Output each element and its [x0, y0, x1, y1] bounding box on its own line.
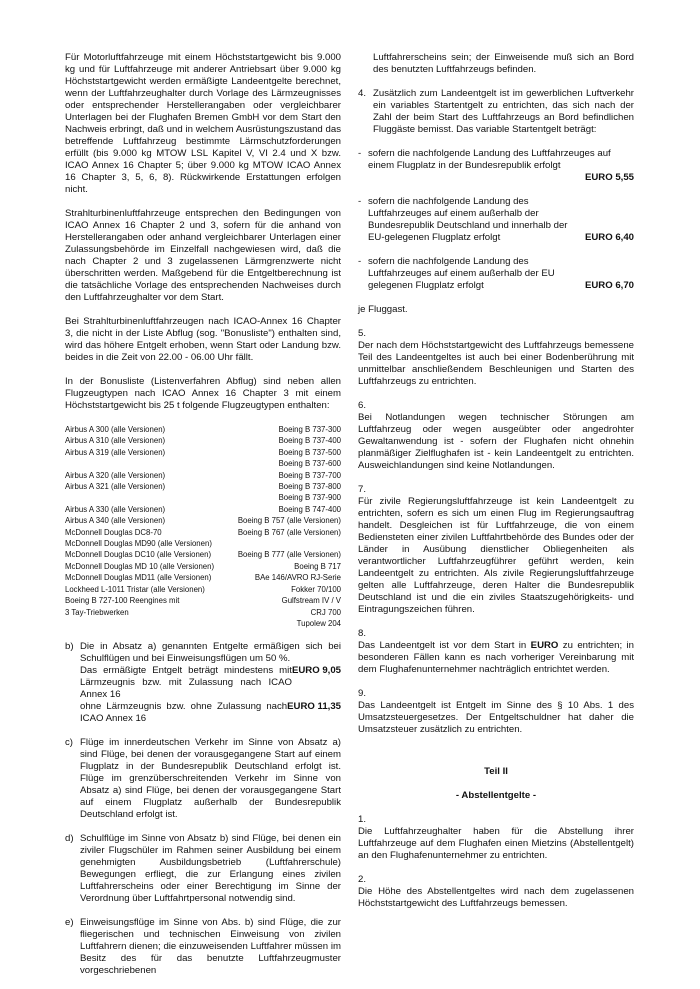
- fee-without-certificate-amount: EURO 11,35: [287, 701, 341, 713]
- aircraft-right: Boeing B 737-600: [278, 459, 341, 469]
- right-column: [358, 52, 634, 922]
- aircraft-row: [65, 538, 341, 549]
- variable-fee-germany-amount: EURO 5,55: [584, 172, 634, 183]
- aircraft-right: Tupolew 204: [296, 618, 341, 628]
- aircraft-left: [65, 492, 279, 503]
- aircraft-right: Boeing B 737-300: [278, 425, 341, 434]
- variable-fee-germany-text: sofern die nachfolgende Landung des Luftfahrzeuges auf einem Flugplatz in der Bundesrepublik erfolgt: [368, 148, 611, 171]
- aircraft-row: [65, 424, 341, 435]
- section-6-text: Bei Notlandungen wegen technischer Störungen am Luftfahrzeug oder wegen ausgeübter oder angedrohter Gewaltanwendung ist - sofern der Flughafen nicht ohnehin planmäßiger Zielflughafen ist - kein Landeentgelt zu entrichten. Ausweichlandungen sind keine Notlandungen.: [358, 412, 634, 471]
- section-7-number: 7.: [358, 484, 367, 495]
- aircraft-list: [65, 424, 341, 629]
- fee-with-certificate-text: Das ermäßigte Entgelt beträgt mindestens mit Lärmzeugnis bzw. mit Zulassung nach ICAO Annex 16: [80, 665, 292, 701]
- fee-without-certificate-text: ohne Lärmzeugnis bzw. ohne Zulassung nach ICAO Annex 16: [80, 701, 288, 725]
- aircraft-right: Fokker 70/100: [291, 584, 341, 594]
- section-5-text: Der nach dem Höchststartgewicht des Luftfahrzeugs bemessene Teil des Landeentgeltes ist auch bei einer Bodenberührung mit unmittelbar anschließendem Beschleunigen und Starten des Luftfahrzeugs zu entrichten.: [358, 340, 634, 387]
- aircraft-row: [65, 561, 341, 572]
- item-e-continued-text: Luftfahrerscheins sein; der Einweisende muß sich an Bord des benutzten Luftfahrzeugs befinden.: [373, 52, 634, 75]
- aircraft-left: Airbus A 321 (alle Versionen): [65, 482, 166, 492]
- aircraft-right: BAe 146/AVRO RJ-Serie: [254, 573, 341, 583]
- paragraph-jet-chapters: Strahlturbinenluftfahrzeuge entsprechen den Bedingungen von ICAO Annex 16 Chapter 2 und 3, sofern für die anhand von Herstellerangaben oder anhand vergleichbarer Unterlagen einer Zulassungsbehörde im Einzelfall nachgewiesen wird, daß die nach Chapter 2 und 3 zugelassenen Lärmgrenzwerte nicht überschritten werden. Maßgebend für die Entgeltberechnung ist die tatsächliche Vorlage des entsprechenden Nachweises durch den Luftfahrzeughalter vor dem Start.: [65, 208, 341, 303]
- item-4: [358, 88, 634, 136]
- fee-without-certificate: [80, 701, 341, 725]
- fee-with-certificate-amount: EURO 9,05: [291, 665, 341, 677]
- section-6-number: 6.: [358, 400, 367, 411]
- aircraft-row: [65, 584, 341, 595]
- aircraft-row: [65, 481, 341, 492]
- item-b-label: b): [65, 641, 74, 653]
- part-heading: Teil II: [484, 766, 508, 777]
- fee-with-certificate: [80, 665, 341, 701]
- aircraft-row: [65, 515, 341, 526]
- part-subheading: - Abstellentgelte -: [455, 790, 537, 801]
- aircraft-right: Boeing B 777 (alle Versionen): [237, 550, 341, 560]
- aircraft-row: [65, 618, 341, 629]
- section-9-number: 9.: [358, 688, 367, 699]
- variable-fee-non-eu-text: sofern die nachfolgende Landung des Luftfahrzeuges auf einem außerhalb der EU gelegenen Flugplatz erfolgt: [368, 256, 555, 291]
- aircraft-left: Airbus A 320 (alle Versionen): [65, 470, 166, 480]
- section-8-number: 8.: [358, 628, 367, 639]
- section-5-number: 5.: [358, 328, 367, 339]
- aircraft-row: [65, 549, 341, 560]
- aircraft-left: McDonnell Douglas MD 10 (alle Versionen): [65, 561, 215, 571]
- aircraft-right: Boeing B 737-400: [278, 436, 341, 446]
- aircraft-left: Airbus A 300 (alle Versionen): [65, 425, 166, 434]
- aircraft-row: [65, 470, 341, 481]
- aircraft-left: McDonnell Douglas DC10 (alle Versionen): [65, 550, 212, 560]
- aircraft-right: Boeing B 737-800: [278, 482, 341, 492]
- left-column: [65, 52, 341, 989]
- item-4-text: Zusätzlich zum Landeentgelt ist im gewerblichen Luftverkehr ein variables Startentgelt zu entrichten, das sich nach der Zahl der beim Start des Luftfahrzeugs an Bord befindlichen Fluggäste bemisst. Das variable Startentgelt beträgt:: [373, 88, 634, 135]
- item-d-label: d): [65, 833, 74, 845]
- section-9-text: Das Landeentgelt ist Entgelt im Sinne des § 10 Abs. 1 des Umsatzsteuergesetzes. Der Entgeltschuldner hat daher die Umsatzsteuer zusätzlich zu entrichten.: [358, 700, 634, 735]
- item-4-label: 4.: [358, 88, 367, 99]
- aircraft-left: Lockheed L-1011 Tristar (alle Versionen): [65, 584, 205, 594]
- paragraph-noise-reduction: Für Motorluftfahrzeuge mit einem Höchststartgewicht bis 9.000 kg und für Luftfahrzeuge mit anderer Antriebsart über 9.000 kg Höchststartgewicht werden ermäßigte Landeentgelte berechnet, wenn der Luftfahrzeughalter durch Vorlage des Lärmzeugnisses oder entsprechender Herstellerangaben oder vergleichbarer Unterlagen bei der Flughafen Bremen GmbH vor dem Start den Nachweis erbringt, daß und in welchem Ausrüstungszustand das betreffende Luftfahrzeug bestimmte Lärmschutzforderungen erfüllt (bis 9.000 kg MTOW LSL Kapitel V, VI 2.4 und X bzw. ICAO Annex 16 Chapter 5; über 9.000 kg MTOW ICAO Annex 16 Chapter 3, 5, 6, 8). Rückwirkende Erstattungen erfolgen nicht.: [65, 52, 341, 195]
- parking-2-text: Die Höhe des Abstellentgeltes wird nach dem zugelassenen Höchststartgewicht des Luftfahrzeugs bemessen.: [358, 886, 634, 909]
- section-8-text: Das Landeentgelt ist vor dem Start in EURO zu entrichten; in besonderen Fällen kann es nach vorheriger Vereinbarung mit dem Flughafenunternehmer nachträglich entrichtet werden.: [358, 640, 634, 675]
- aircraft-right: Boeing B 747-400: [278, 504, 341, 514]
- parking-1-number: 1.: [358, 814, 367, 825]
- aircraft-right: Boeing B 737-700: [278, 470, 341, 480]
- item-c-label: c): [65, 737, 73, 749]
- aircraft-row: [65, 492, 341, 503]
- aircraft-row: [65, 447, 341, 458]
- aircraft-left: Airbus A 319 (alle Versionen): [65, 447, 166, 457]
- aircraft-row: [65, 607, 341, 618]
- aircraft-right: Boeing B 737-900: [278, 493, 341, 503]
- aircraft-right: Boeing B 757 (alle Versionen): [237, 516, 341, 526]
- aircraft-row: [65, 435, 341, 446]
- item-e-continued: [358, 52, 634, 76]
- aircraft-left: McDonnell Douglas MD90 (alle Versionen): [65, 539, 212, 549]
- aircraft-left: Airbus A 310 (alle Versionen): [65, 436, 166, 446]
- paragraph-bonus-list-rule: Bei Strahlturbinenluftfahrzeugen nach ICAO-Annex 16 Chapter 3, die nicht in der Liste Abflug (sog. "Bonusliste") enthalten sind, wird das höhere Entgelt erhoben, wenn Start oder Landung bzw. beides in die Zeit von 22.00 - 06.00 Uhr fällt.: [65, 316, 341, 363]
- aircraft-row: [65, 595, 341, 606]
- aircraft-right: Gulfstream IV / V: [281, 596, 341, 606]
- aircraft-left: McDonnell Douglas DC8-70: [65, 527, 162, 537]
- aircraft-right: CRJ 700: [310, 607, 341, 617]
- aircraft-row: [65, 572, 341, 583]
- per-passenger: je Fluggast.: [358, 304, 408, 315]
- aircraft-left: Airbus A 330 (alle Versionen): [65, 504, 166, 514]
- variable-fee-eu-amount: EURO 6,40: [584, 232, 634, 243]
- item-e-label: e): [65, 917, 74, 929]
- item-c: [65, 737, 341, 821]
- item-c-text: Flüge im innerdeutschen Verkehr im Sinne von Absatz a) sind Flüge, bei denen der vorausgegangene Start auf einem Flugplatz in der Bundesrepublik Deutschland erfolgt ist. Flüge im grenzüberschreitenden Verkehr im Sinne von Absatz a) sind Flüge, bei denen der vorausgegangene Start auf einem Flugplatz außerhalb der Bundesrepublik Deutschland erfolgt ist.: [80, 737, 341, 821]
- item-b: [65, 641, 341, 725]
- item-b-text: Die in Absatz a) genannten Entgelte ermäßigen sich bei Schulflügen und bei Einweisungsflügen um 50 %.: [80, 641, 341, 665]
- parking-2-number: 2.: [358, 874, 367, 885]
- aircraft-left: [65, 458, 279, 469]
- variable-fee-eu: - sofern die nachfolgende Landung des Luftfahrzeuges auf einem außerhalb der Bundesrepublik Deutschland und innerhalb der EU-gelegenen Flugplatz erfolgt EURO 6,40: [358, 196, 634, 243]
- aircraft-left: Airbus A 340 (alle Versionen): [65, 516, 166, 526]
- aircraft-left: 3 Tay-Triebwerken: [65, 607, 129, 617]
- paragraph-bonus-list-intro: In der Bonusliste (Listenverfahren Abflug) sind neben allen Flugzeugtypen nach ICAO Annex 16 Chapter 3 mit einem Höchststartgewicht bis 25 t folgende Flugzeugtypen enthalten:: [65, 376, 341, 411]
- aircraft-left: [65, 618, 297, 629]
- aircraft-right: Boeing B 767 (alle Versionen): [237, 527, 341, 537]
- variable-fee-non-eu-amount: EURO 6,70: [584, 280, 634, 291]
- item-d-text: Schulflüge im Sinne von Absatz b) sind Flüge, bei denen ein ziviler Flugschüler im Rahmen seiner Ausbildung bei einem genehmigten Ausbildungsbetrieb (Luftfahrerschule) Bewegungen erfliegt, die zur Erlangung eines zivilen Luftfahrerscheins oder einer Berechtigung im Sinne der Verordnung über Luftfahrtpersonal notwendig sind.: [80, 833, 341, 905]
- aircraft-right: Boeing B 737-500: [278, 447, 341, 457]
- aircraft-right: Boeing B 717: [294, 561, 341, 571]
- aircraft-row: [65, 504, 341, 515]
- aircraft-left: Boeing B 727-100 Reengines mit: [65, 596, 180, 606]
- variable-fee-eu-text: sofern die nachfolgende Landung des Luftfahrzeuges auf einem außerhalb der Bundesrepublik Deutschland und innerhalb der EU-gelegenen Flugplatz erfolgt: [368, 196, 568, 243]
- item-d: [65, 833, 341, 905]
- item-e: [65, 917, 341, 977]
- aircraft-row: [65, 458, 341, 469]
- parking-1-text: Die Luftfahrzeughalter haben für die Abstellung ihrer Luftfahrzeuge auf dem Flughafen einen Mietzins (Abstellentgelt) an den Flughafenunternehmer zu entrichten.: [358, 826, 634, 861]
- aircraft-row: [65, 527, 341, 538]
- item-e-text: Einweisungsflüge im Sinne von Abs. b) sind Flüge, die zur fliegerischen und technischen Einweisung von zivilen Luftfahrern dienen; die einzuweisenden Luftfahrer müssen im Besitz des für das benutzte Luftfahrzeugmuster vorgeschriebenen: [80, 917, 341, 977]
- variable-fee-germany: - sofern die nachfolgende Landung des Luftfahrzeuges auf einem Flugplatz in der Bundesrepublik erfolgt EURO 5,55: [358, 148, 634, 183]
- section-7-text: Für zivile Regierungsluftfahrzeuge ist kein Landeentgelt zu entrichten, sofern es sich um einen Flug im Regierungsauftrag handelt. Desgleichen ist für Luftfahrzeuge, die von einem Bediensteten einer zivilen Luftfahrtbehörde des Bundes oder der Länder in Ausübung dienstlicher Obliegenheiten als verantwortlicher Luftfahrzeugführer geführt werden, kein Landeentgelt zu entrichten. Als zivile Regierungsluftfahrzeuge gelten alle Luftfahrzeuge, deren Halter die Bundesrepublik Deutschland ist und die ein ziviles Staatszugehörigkeits- und Eintragungszeichen führen.: [358, 496, 634, 615]
- variable-fee-non-eu: - sofern die nachfolgende Landung des Luftfahrzeuges auf einem außerhalb der EU gelegenen Flugplatz erfolgt EURO 6,70: [358, 256, 634, 291]
- aircraft-left: McDonnell Douglas MD11 (alle Versionen): [65, 573, 212, 583]
